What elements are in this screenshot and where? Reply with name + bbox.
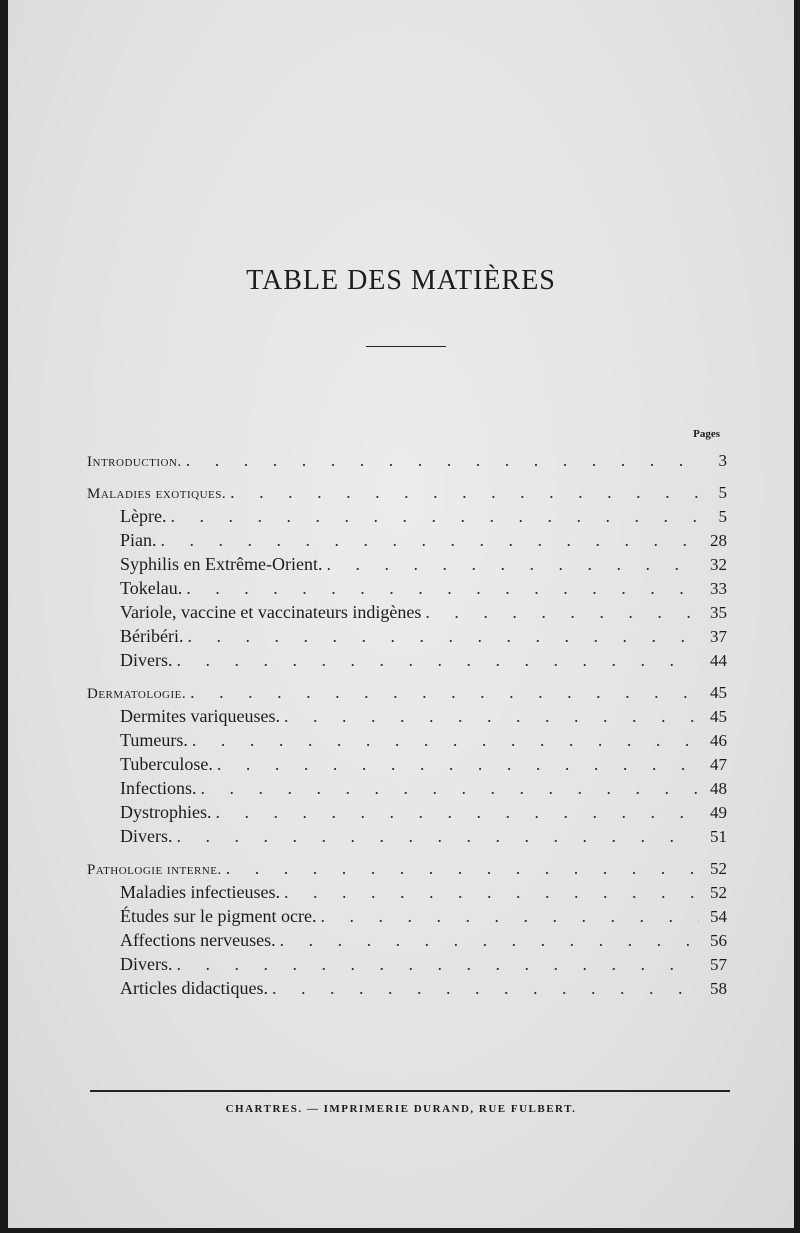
- toc-item-label: Béribéri.: [120, 626, 184, 646]
- toc-section-label: Introduction.: [87, 454, 182, 470]
- printer-imprint: CHARTRES. — IMPRIMERIE DURAND, RUE FULBERT.: [225, 1103, 577, 1115]
- toc-item: [120, 552, 727, 576]
- toc-item: [120, 752, 727, 776]
- book-page: [8, 0, 794, 1228]
- toc-page-number: 52: [710, 859, 727, 878]
- leader-dots: [320, 904, 699, 928]
- leader-dots: [272, 976, 699, 1000]
- title-divider: [366, 346, 446, 347]
- toc-item: [120, 648, 727, 672]
- leader-dots: [226, 856, 699, 880]
- toc-page-number: 48: [710, 779, 727, 798]
- toc-item: [120, 952, 727, 976]
- toc-item-label: Affections nerveuses.: [120, 930, 276, 950]
- toc-item-label: Études sur le pigment ocre.: [120, 906, 317, 926]
- leader-dots: [186, 448, 699, 472]
- toc-item: [120, 576, 727, 600]
- toc-item: [120, 824, 727, 848]
- toc-page-number: 44: [710, 651, 727, 670]
- leader-dots: [192, 728, 699, 752]
- toc-item-label: Divers.: [120, 954, 173, 974]
- leader-dots: [190, 680, 699, 704]
- toc-section: [87, 480, 727, 504]
- leader-dots: [200, 776, 699, 800]
- leader-dots: [170, 504, 699, 528]
- leader-dots: [230, 480, 699, 504]
- toc-item-label: Dermites variqueuses.: [120, 706, 280, 726]
- toc-item: [120, 528, 727, 552]
- leader-dots: [216, 800, 700, 824]
- toc-item: [120, 624, 727, 648]
- toc-page-number: 32: [710, 555, 727, 574]
- toc-item-label: Divers.: [120, 826, 173, 846]
- pages-column-label: Pages: [693, 428, 720, 440]
- toc-item: [120, 704, 727, 728]
- toc-section: [87, 856, 727, 880]
- leader-dots: [280, 928, 699, 952]
- page-title: TABLE DES MATIÈRES: [246, 265, 556, 296]
- toc-page-number: 58: [710, 979, 727, 998]
- toc-item-label: Variole, vaccine et vaccinateurs indigènes: [120, 602, 422, 622]
- toc-section-label: Dermatologie.: [87, 686, 187, 702]
- toc-page-number: 5: [718, 507, 727, 526]
- toc-item: [120, 728, 727, 752]
- toc-item: [120, 928, 727, 952]
- toc-item: [120, 976, 727, 1000]
- toc-item-label: Infections.: [120, 778, 197, 798]
- toc-item-label: Divers.: [120, 650, 173, 670]
- toc-page-number: 45: [710, 707, 727, 726]
- toc-item-label: Tumeurs.: [120, 730, 188, 750]
- toc-section-label: Pathologie interne.: [87, 862, 222, 878]
- toc-item: [120, 904, 727, 928]
- leader-dots: [161, 528, 699, 552]
- toc-page-number: 28: [710, 531, 727, 550]
- leader-dots: [187, 624, 699, 648]
- toc-page-number: 46: [710, 731, 727, 750]
- footer-divider: [90, 1090, 730, 1092]
- leader-dots: [177, 824, 700, 848]
- toc-item-label: Tuberculose.: [120, 754, 213, 774]
- toc-page-number: 5: [718, 483, 727, 502]
- leader-dots: [425, 600, 699, 624]
- toc-item-label: Tokelau.: [120, 578, 183, 598]
- toc-item-label: Syphilis en Extrême-Orient.: [120, 554, 323, 574]
- toc-item-label: Articles didactiques.: [120, 978, 268, 998]
- toc-page-number: 54: [710, 907, 727, 926]
- toc-item-label: Pian.: [120, 530, 157, 550]
- leader-dots: [177, 952, 700, 976]
- toc-section: [87, 680, 727, 704]
- toc-item-label: Lèpre.: [120, 506, 167, 526]
- toc-section-label: Maladies exotiques.: [87, 486, 227, 502]
- toc-item: [120, 800, 727, 824]
- toc-item: [120, 880, 727, 904]
- toc-item: [120, 600, 727, 624]
- toc-page-number: 33: [710, 579, 727, 598]
- leader-dots: [177, 648, 700, 672]
- toc-item-label: Maladies infectieuses.: [120, 882, 280, 902]
- toc-page-number: 49: [710, 803, 727, 822]
- leader-dots: [284, 704, 699, 728]
- toc-item: [120, 504, 727, 528]
- toc-item: [120, 776, 727, 800]
- toc-page-number: 51: [710, 827, 727, 846]
- toc-page-number: 3: [718, 451, 727, 470]
- leader-dots: [326, 552, 699, 576]
- toc-page-number: 35: [710, 603, 727, 622]
- toc-page-number: 56: [710, 931, 727, 950]
- toc-page-number: 57: [710, 955, 727, 974]
- toc-page-number: 52: [710, 883, 727, 902]
- toc-page-number: 47: [710, 755, 727, 774]
- toc-page-number: 37: [710, 627, 727, 646]
- toc-section: [87, 448, 727, 472]
- leader-dots: [217, 752, 699, 776]
- toc-page-number: 45: [710, 683, 727, 702]
- leader-dots: [186, 576, 699, 600]
- toc-item-label: Dystrophies.: [120, 802, 212, 822]
- leader-dots: [284, 880, 699, 904]
